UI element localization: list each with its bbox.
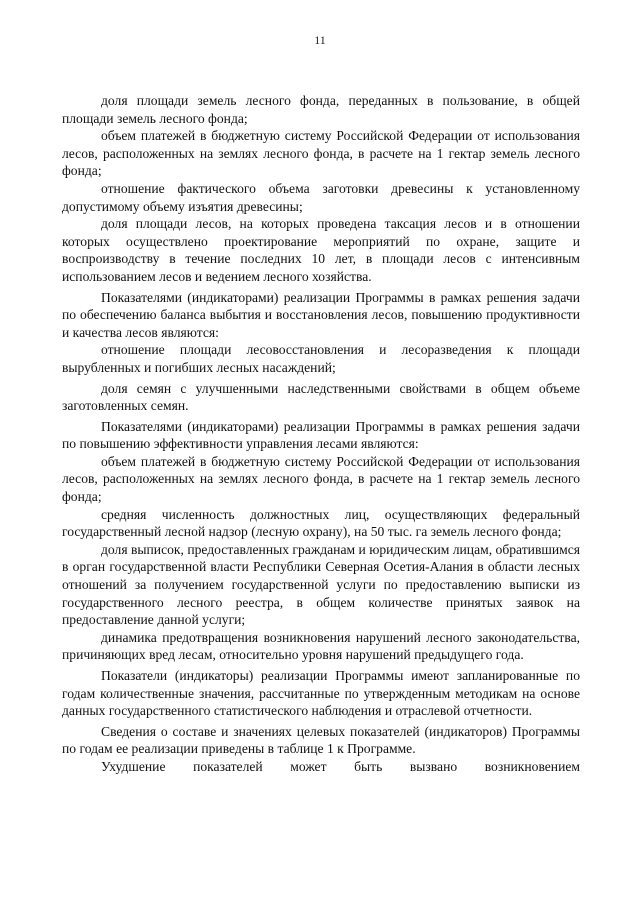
page-number: 11 [314,33,326,47]
paragraph: Сведения о составе и значениях целевых показателей (индикаторов) Программы по годам ее реализации приведены в таблице 1 к Программе. [62,723,580,757]
paragraph: доля семян с улучшенными наследственными свойствами в общем объеме заготовленных семян. [62,380,580,414]
paragraph: объем платежей в бюджетную систему Российской Федерации от использования лесов, расположенных на землях лесного фонда, в расчете на 1 гектар земель лесного фонда; [62,128,580,179]
paragraph: Показателями (индикаторами) реализации Программы в рамках решения задачи по обеспечению баланса выбытия и восстановления лесов, повышению продуктивности и качества лесов являются: [62,289,580,340]
paragraph: динамика предотвращения возникновения нарушений лесного законодательства, причиняющих вред лесам, относительно уровня нарушений предыдущего года. [62,629,580,663]
paragraph: средняя численность должностных лиц, осуществляющих федеральный государственный лесной надзор (лесную охрану), на 50 тыс. га земель лесного фонда; [62,506,580,540]
paragraph: Ухудшение показателей может быть вызвано возникновением [101,758,580,774]
paragraph: Показатели (индикаторы) реализации Программы имеют запланированные по годам количественные значения, рассчитанные по утвержденным методикам на основе данных государственного статистического наблюдения и отраслевой отчетности. [62,668,580,719]
paragraph: объем платежей в бюджетную систему Российской Федерации от использования лесов, расположенных на землях лесного фонда, в расчете на 1 гектар земель лесного фонда; [62,453,580,505]
body-text [62,92,580,776]
paragraph: доля площади земель лесного фонда, переданных в пользование, в общей площади земель лесного фонда; [62,93,580,126]
paragraph: доля площади лесов, на которых проведена таксация лесов и в отношении которых осуществлено проектирование мероприятий по охране, защите и воспроизводству в течение последних 10 лет, в площади лесов с интенсивным использованием лесов и ведением лесного хозяйства. [62,216,580,284]
paragraph: отношение площади лесовосстановления и лесоразведения к площади вырубленных и погибших лесных насаждений; [62,342,580,375]
paragraph: доля выписок, предоставленных гражданам и юридическим лицам, обратившимся в орган государственной власти Республики Северная Осетия-Алания в области лесных отношений за получением государственной услуги по предоставлению выписки из государственного лесного реестра, в общем количестве принятых заявок на предоставление данной услуги; [62,541,580,628]
paragraph: Показателями (индикаторами) реализации Программы в рамках решения задачи по повышению эффективности управления лесами являются: [62,418,580,452]
paragraph: отношение фактического объема заготовки древесины к установленному допустимому объему изъятия древесины; [62,180,580,214]
